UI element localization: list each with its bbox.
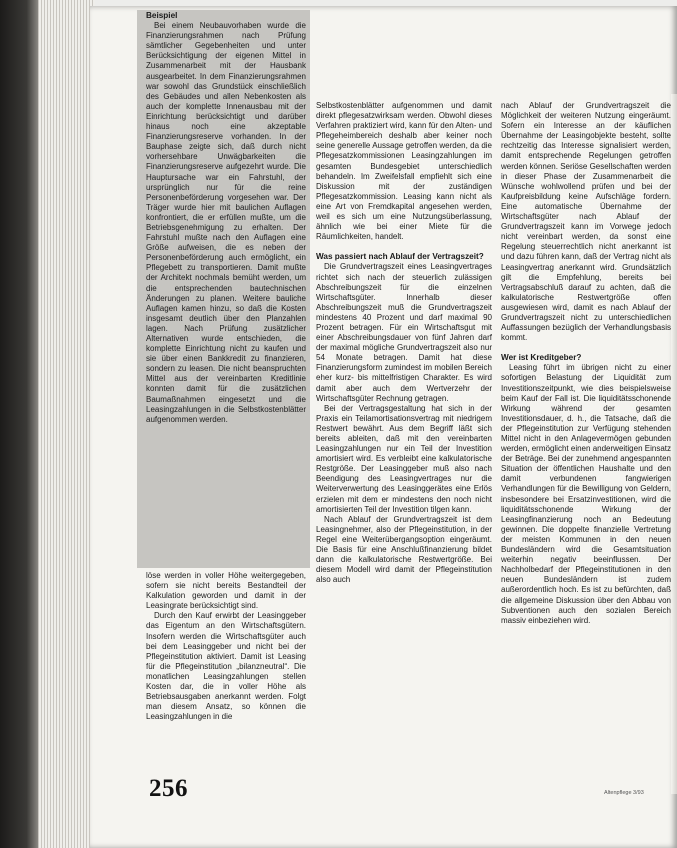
page-number: 256 xyxy=(149,775,188,802)
example-box-text xyxy=(146,11,306,567)
column-1-paragraph: löse werden in voller Höhe weitergegeben, sofern sie nicht bereits Bestandteil der Kalkulation geworden und damit in der Leasingrate berücksichtigt sind. xyxy=(146,571,306,611)
page-stack-edge xyxy=(35,0,95,848)
column-1-paragraph: Durch den Kauf erwirbt der Leasinggeber das Eigentum an den Wirtschaftsgütern. Insofern werden die Wirtschaftsgüter auch bei dem Leasinggeber und nicht bei der Pflegeinstitution aktiviert. Damit ist Leasing für die Pflegeinstitution „bilanzneutral“. Die monatlichen Leasingzahlungen stellen Kosten dar, die in voller Höhe als Betriebsausgaben anerkannt werden. Folgt man diesem Ansatz, so können die Leasingzahlungen in die xyxy=(146,611,306,722)
section-heading: Was passiert nach Ablauf der Vertragszeit? xyxy=(316,252,484,262)
section-heading: Wer ist Kreditgeber? xyxy=(501,353,582,363)
body-paragraph: Die Grundvertragszeit eines Leasingvertrages richtet sich nach der steuerlich zulässigen Abschreibungszeit für die einzelnen Wirtschaftsgüter. Innerhalb dieser Abschreibungszeit muß die Grundvertragszeit mindestens 40 Prozent und darf maximal 90 Prozent betragen. Für ein Wirtschaftsgut mit einer Abschreibungsdauer von fünf Jahren darf der maximal mögliche Grundvertragszeit also nur 54 Monate betragen. Damit hat diese Finanzierungsform zumindest im mobilen Bereich eher kurz- bis mittelfristigen Charakter. Es wird damit aber auch dem Wertverzehr der Wirtschaftsgüter Rechnung getragen. xyxy=(316,262,492,403)
column-3 xyxy=(501,101,671,794)
example-box-heading: Beispiel xyxy=(146,11,178,20)
body-paragraph: Leasing führt im übrigen nicht zu einer sofortigen Belastung der Liquidität zum Investitionszeitpunkt, wie dies beispielsweise beim Kauf der Fall ist. Die liquiditätsschonende Wirkung während der gesamten Investitionsdauer, d. h., die Tatsache, daß die der Pflegeinstitution zur Verfügung stehenden Mittel nicht in den Anlagevermögen gebunden werden, ermöglicht einen anderweitigen Einsatz der Beträge. Bei der zunehmend angespannten Situation der öffentlichen Haushalte und den damit verbundenen fangwierigen Verhandlungen für die Bewilligung von Geldern, insbesondere bei Ersatzinvestitionen, wird die liquiditätsschonende Wirkung der Leasingfinanzierung noch an Bedeutung gewinnen. Die doppelte finanzielle Vertretung der meisten Kommunen in den neuen Bundesländern wird die Gesamtsituation weiterhin negativ beeinflussen. Der Nachholbedarf der Pflegeinstitutionen in den neuen Bundesländern ist zudem außerordentlich hoch. Es ist zu befürchten, daß die allgemeine Diskussion über den Abbau von Subventionen auch den sozialen Bereich massiv einbeziehen wird. xyxy=(501,363,671,625)
footer-tag: Altenpflege 3/93 xyxy=(604,790,644,796)
body-paragraph: Selbstkostenblätter aufgenommen und damit direkt pflegesatzwirksam werden. Obwohl dieses Verfahren praktiziert wird, kann für den Alten- und Pflegeheimbereich deshalb aber keiner noch seine generelle Aussage getroffen werden, da die Pflegesatzkommissionen Leasingzahlungen im gesamten Bundesgebiet unterschiedlich behandeln. Im Zweifelsfall empfiehlt sich eine Diskussion mit der zuständigen Pflegesatzkommission. Leasing kann nicht als eine Art von Fremdkapital angesehen werden, weil es sich um eine Nutzungsüberlassung, ähnlich wie bei einer Miete für die Räumlichkeiten, handelt. xyxy=(316,101,492,242)
body-paragraph: nach Ablauf der Grundvertragszeit die Möglichkeit der weiteren Nutzung eingeräumt. Sofern ein Interesse an der käuflichen Übernahme der Leasingobjekte besteht, sollte rechtzeitig das Interesse signalisiert werden, damit entsprechende Regelungen getroffen werden können. Seriöse Gesellschaften werden in dieser Phase der Zusammenarbeit die Wünsche wohlwollend prüfen und bei der Kaufpreisbildung keine Aufschläge fordern. Eine automatische Übernahme der Wirtschaftsgüter nach Ablauf der Grundvertragszeit kann im Vorwege jedoch nicht vereinbart werden, da sonst eine Regelung steuerrechtlich nicht anerkannt ist und dazu führen kann, daß der Vertrag nicht als Leasingvertrag anerkannt wird. Grundsätzlich gilt die Empfehlung, bereits bei Vertragsabschluß darauf zu achten, daß die kalkulatorische Restwertgröße offen ausgewiesen wird, damit es nach Ablauf der Grundvertragszeit nicht zu unterschiedlichen Auffassungen bezüglich der Verhandlungsbasis kommt. xyxy=(501,101,671,343)
body-paragraph: Bei der Vertragsgestaltung hat sich in der Praxis ein Teilamortisationsvertrag mit niedrigem Restwert bewährt. Aus dem Begriff läßt sich bereits ableiten, daß mit den vereinbarten Leasingzahlungen nur ein Teil der Investition amortisiert wird. Es verbleibt eine kalkulatorische Restgröße. Der Leasinggeber muß also nach Beendigung des Leasingvertrages nur die Weiterverwertung des Leasinggerätes eine Erlös erzielen mit dem er mindestens den noch nicht amortisierten Teil der Investition tilgen kann. xyxy=(316,403,492,514)
column-2 xyxy=(316,101,492,794)
body-paragraph: Nach Ablauf der Grundvertragszeit ist dem Leasingnehmer, also der Pflegeinstitution, in der Regel eine Weiterübergangsoption eingeräumt. Die Basis für eine Anschlußfinanzierung bildet dann die kalkulatorische Restwertgröße. Bei diesem Modell wird damit der Pflegeinstitution also auch xyxy=(316,514,492,585)
paragraph-gap xyxy=(501,343,671,353)
page-right-edge xyxy=(671,94,677,794)
example-box-paragraph: Bei einem Neubauvorhaben wurde die Finanzierungsrahmen nach Prüfung sämtlicher Gegebenheiten und unter Berücksichtigung der eigenen Mittel in Zusammenarbeit mit der Hausbank ausgearbeitet. In dem Finanzierungsrahmen war sowohl das Grundstück einschließlich des Gebäudes und allen Nebenkosten als auch der komplette Innenausbau mit der Einrichtung berücksichtigt und darüber hinaus noch eine akzeptable Finanzierungsreserve vorhanden. In der Bauphase zeigte sich, daß durch nicht vorhersehbare Unwägbarkeiten die Finanzierungsreserve aufgezehrt wurde. Die Hauptursache war ein Fahrstuhl, der ursprünglich nur für die reine Personenbeförderung vorgesehen war. Der Träger wurde hier mit baulichen Auflagen konfrontiert, die er erfüllen mußte, um die Betriebsgenehmigung zu erhalten. Der Fahrstuhl mußte nach den Auflagen eine Größe aufweisen, die es neben der Personenbeförderung auch ermöglicht, ein Pflegebett zu transportieren. Damit mußte der Architekt nochmals bemüht werden, um die entsprechenden bautechnischen Änderungen zu planen. Weitere bauliche Auflagen kamen hinzu, so daß die Kosten insgesamt deutlich über den Planzahlen lagen. Nach Prüfung zusätzlicher Alternativen wurde entschieden, die komplette Einrichtung nicht zu kaufen und sie über einen Bankkredit zu finanzieren, sondern zu leasen. Die nicht beanspruchten Mittel aus der vereinbarten Kreditlinie konnten damit für die zusätzlichen Baumaßnahmen eingesetzt und die Leasingzahlungen in die Selbstkostenblätter aufgenommen werden. xyxy=(146,21,306,424)
book-spine xyxy=(0,0,38,848)
paragraph-gap xyxy=(316,242,492,252)
